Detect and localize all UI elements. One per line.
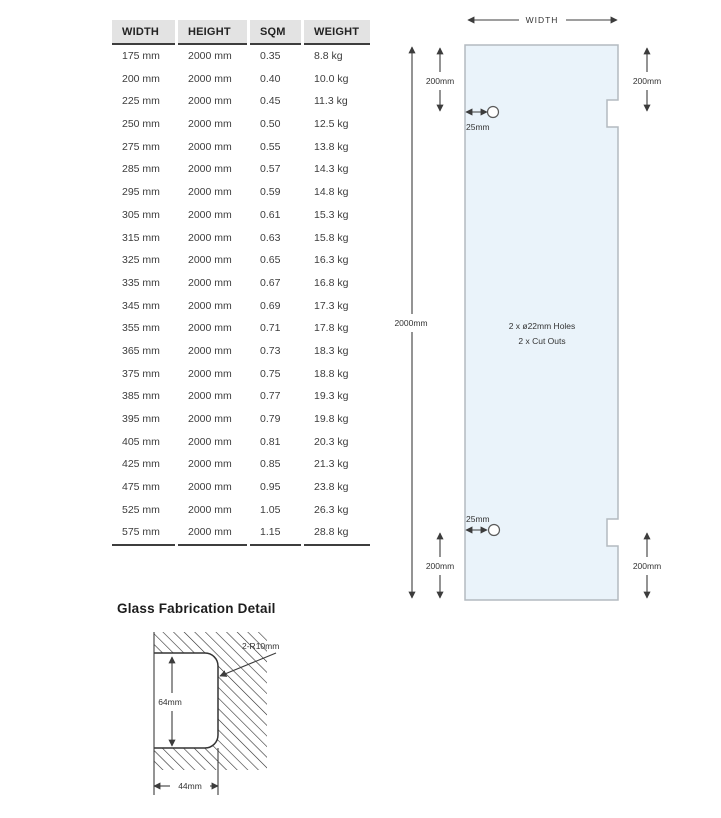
table-row xyxy=(112,136,370,159)
table-cell: 14.8 kg xyxy=(314,186,349,199)
table-cell: 2000 mm xyxy=(188,231,232,244)
table-cell: 0.95 xyxy=(260,481,281,494)
table-cell: 1.15 xyxy=(250,521,301,546)
width-dimension-label: WIDTH xyxy=(525,15,559,25)
bottom-right-offset-dimension xyxy=(633,533,661,598)
table-cell: 315 mm xyxy=(122,231,160,244)
table-cell: 18.8 kg xyxy=(314,367,349,380)
table-row xyxy=(112,408,370,431)
table-row xyxy=(112,295,370,318)
table-row xyxy=(112,204,370,227)
table-cell: 17.8 kg xyxy=(314,322,349,335)
table-row xyxy=(112,431,370,454)
table-cell: 11.3 kg xyxy=(314,95,348,108)
table-row xyxy=(112,113,370,136)
table-cell: 0.81 xyxy=(260,435,281,448)
table-header-row xyxy=(112,20,370,45)
cutout-width-label: 44mm xyxy=(178,781,202,791)
table-cell: 275 mm xyxy=(122,140,160,153)
table-cell: 0.45 xyxy=(260,95,281,108)
table-cell: 1.05 xyxy=(260,503,281,516)
table-cell: 2000 mm xyxy=(188,435,232,448)
table-cell: 2000 mm xyxy=(188,458,232,471)
holes-note: 2 x ø22mm Holes xyxy=(508,321,576,331)
table-row xyxy=(112,68,370,91)
table-cell: 0.55 xyxy=(260,140,281,153)
table-cell: 0.73 xyxy=(260,344,281,357)
table-cell: 2000 mm xyxy=(188,254,232,267)
table-row xyxy=(112,476,370,499)
table-cell: 15.3 kg xyxy=(314,208,349,221)
table-cell: 405 mm xyxy=(122,435,160,448)
table-cell: 355 mm xyxy=(122,322,160,335)
table-cell: 225 mm xyxy=(122,95,160,108)
bottom-left-offset-label: 200mm xyxy=(425,561,455,571)
table-cell: 0.63 xyxy=(260,231,281,244)
table-cell: 2000 mm xyxy=(188,118,232,131)
table-row xyxy=(112,499,370,522)
bottom-hole xyxy=(489,525,500,536)
top-hole-offset-label: 25mm xyxy=(466,122,490,132)
header-sqm: SQM xyxy=(250,20,301,45)
table-row xyxy=(112,227,370,250)
table-row xyxy=(112,453,370,476)
table-cell: 575 mm xyxy=(112,521,175,546)
header-width: WIDTH xyxy=(112,20,175,45)
table-cell: 0.61 xyxy=(260,208,281,221)
size-weight-table xyxy=(112,20,370,546)
table-cell: 2000 mm xyxy=(188,140,232,153)
fabrication-detail-title: Glass Fabrication Detail xyxy=(117,601,276,616)
table-cell: 305 mm xyxy=(122,208,160,221)
top-hole xyxy=(488,107,499,118)
table-cell: 250 mm xyxy=(122,118,160,131)
table-cell: 0.50 xyxy=(260,118,281,131)
table-cell: 20.3 kg xyxy=(314,435,349,448)
cutout-width-dimension xyxy=(154,781,218,791)
table-cell: 335 mm xyxy=(122,276,160,289)
overall-height-label: 2000mm xyxy=(394,318,428,328)
table-row xyxy=(112,249,370,272)
table-cell: 295 mm xyxy=(122,186,160,199)
table-cell: 13.8 kg xyxy=(314,140,349,153)
table-row xyxy=(112,45,370,68)
table-row xyxy=(112,90,370,113)
table-cell: 2000 mm xyxy=(188,95,232,108)
table-row xyxy=(112,521,370,546)
table-row xyxy=(112,181,370,204)
table-cell: 0.71 xyxy=(260,322,281,335)
table-row xyxy=(112,340,370,363)
table-row xyxy=(112,317,370,340)
table-cell: 2000 mm xyxy=(188,344,232,357)
table-cell: 0.69 xyxy=(260,299,281,312)
top-right-offset-dimension xyxy=(633,48,661,111)
table-cell: 19.3 kg xyxy=(314,390,349,403)
table-cell: 0.67 xyxy=(260,276,281,289)
table-cell: 2000 mm xyxy=(188,481,232,494)
table-cell: 385 mm xyxy=(122,390,160,403)
table-cell: 2000 mm xyxy=(188,72,232,85)
table-body xyxy=(112,45,370,546)
table-cell: 175 mm xyxy=(122,50,160,62)
table-row xyxy=(112,385,370,408)
table-cell: 8.8 kg xyxy=(314,50,343,62)
table-row xyxy=(112,158,370,181)
top-left-offset-dimension xyxy=(426,48,454,111)
overall-height-dimension xyxy=(394,47,427,598)
table-cell: 2000 mm xyxy=(188,276,232,289)
table-cell: 345 mm xyxy=(122,299,160,312)
table-cell: 2000 mm xyxy=(188,163,232,176)
cutout-height-label: 64mm xyxy=(158,697,182,707)
table-cell: 0.35 xyxy=(260,50,281,62)
table-cell: 0.57 xyxy=(260,163,281,176)
table-cell: 285 mm xyxy=(122,163,160,176)
table-cell: 21.3 kg xyxy=(314,458,349,471)
table-cell: 0.65 xyxy=(260,254,281,267)
fabrication-detail-drawing xyxy=(110,622,320,812)
table-cell: 0.75 xyxy=(260,367,281,380)
table-cell: 375 mm xyxy=(122,367,160,380)
table-cell: 0.77 xyxy=(260,390,281,403)
table-cell: 475 mm xyxy=(122,481,160,494)
bottom-hole-offset-label: 25mm xyxy=(466,514,490,524)
header-weight: WEIGHT xyxy=(304,20,370,45)
table-cell: 12.5 kg xyxy=(314,118,349,131)
table-cell: 0.85 xyxy=(260,458,281,471)
table-cell: 2000 mm xyxy=(178,521,247,546)
table-cell: 2000 mm xyxy=(188,186,232,199)
table-cell: 2000 mm xyxy=(188,503,232,516)
table-cell: 200 mm xyxy=(122,72,160,85)
table-cell: 525 mm xyxy=(122,503,160,516)
table-cell: 0.59 xyxy=(260,186,281,199)
table-cell: 2000 mm xyxy=(188,208,232,221)
table-cell: 425 mm xyxy=(122,458,160,471)
top-left-offset-label: 200mm xyxy=(425,76,455,86)
table-cell: 19.8 kg xyxy=(314,413,349,425)
table-cell: 0.40 xyxy=(260,72,281,85)
table-cell: 23.8 kg xyxy=(314,481,349,494)
table-cell: 14.3 kg xyxy=(314,163,349,176)
table-cell: 0.79 xyxy=(260,413,281,425)
table-row xyxy=(112,272,370,295)
table-cell: 2000 mm xyxy=(188,413,232,425)
bottom-left-offset-dimension xyxy=(426,533,454,598)
table-cell: 16.3 kg xyxy=(314,254,349,267)
cutout-height-dimension xyxy=(158,657,182,746)
table-cell: 325 mm xyxy=(122,254,160,267)
panel-diagram xyxy=(380,0,721,612)
table-cell: 16.8 kg xyxy=(314,276,349,289)
table-cell: 10.0 kg xyxy=(314,72,349,85)
table-cell: 28.8 kg xyxy=(304,521,370,546)
table-cell: 2000 mm xyxy=(188,322,232,335)
top-right-offset-label: 200mm xyxy=(632,76,662,86)
width-dimension xyxy=(468,15,617,25)
table-cell: 26.3 kg xyxy=(314,503,349,516)
table-cell: 2000 mm xyxy=(188,299,232,312)
table-cell: 17.3 kg xyxy=(314,299,349,312)
table-cell: 395 mm xyxy=(122,413,160,425)
cutouts-note: 2 x Cut Outs xyxy=(518,336,566,346)
header-height: HEIGHT xyxy=(178,20,247,45)
table-cell: 2000 mm xyxy=(188,367,232,380)
table-cell: 15.8 kg xyxy=(314,231,349,244)
corner-radius-label: 2-R10mm xyxy=(242,641,280,651)
table-row xyxy=(112,363,370,386)
table-cell: 2000 mm xyxy=(188,390,232,403)
table-cell: 365 mm xyxy=(122,344,160,357)
bottom-right-offset-label: 200mm xyxy=(632,561,662,571)
table-cell: 18.3 kg xyxy=(314,344,349,357)
table-cell: 2000 mm xyxy=(188,50,232,62)
